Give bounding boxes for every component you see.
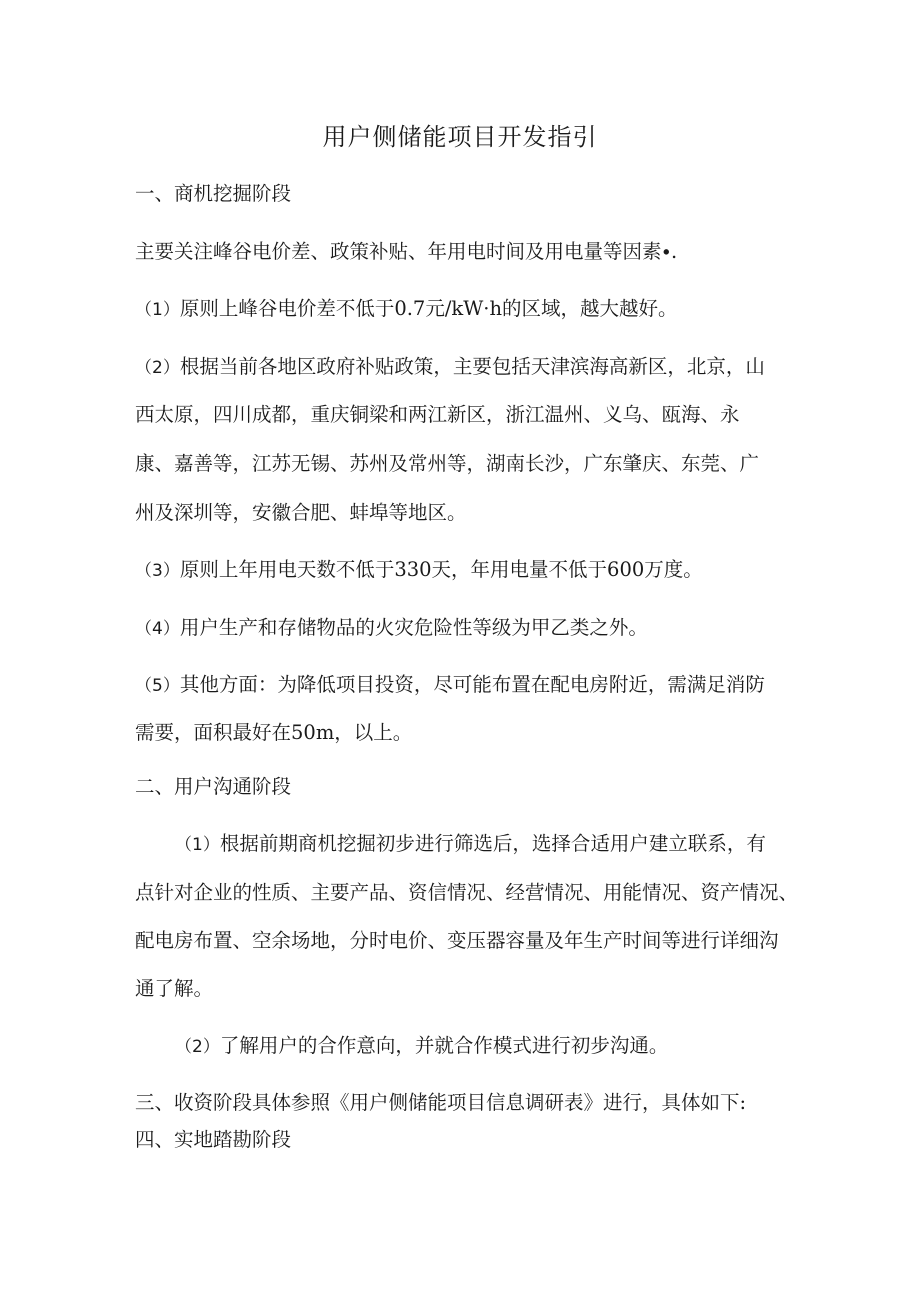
section-1-item-2-line-1: [135, 343, 795, 392]
item-number: （1）: [175, 835, 220, 855]
item-text: 用户生产和存储物品的火灾危险性等级为甲乙类之外。: [179, 616, 648, 639]
section-1-intro: 主要关注峰谷电价差、政策补贴、年用电时间及用电量等因素∙.: [135, 240, 678, 263]
item-text: 根据前期商机挖掘初步进行筛选后，选择合适用户建立联系，有: [219, 832, 766, 855]
section-3-heading: 三、收资阶段具体参照《用户侧储能项目信息调研表》进行，具体如下:: [135, 1091, 747, 1114]
item-text: 根据当前各地区政府补贴政策，主要包括天津滨海高新区，北京，山: [179, 355, 765, 378]
section-1-item-3: [135, 546, 795, 595]
item-number: （2）: [175, 1037, 220, 1057]
section-1-item-4: [135, 604, 795, 653]
section-1-item-1: [135, 285, 795, 334]
item-text: 了解用户的合作意向，并就合作模式进行初步沟通。: [219, 1034, 669, 1057]
section-1-item-5-line-1: [135, 661, 795, 710]
section-2-item-2: [175, 1022, 795, 1071]
section-1-item-2-line-4: 州及深圳等，安徽合肥、蚌埠等地区。: [135, 501, 467, 524]
section-2-item-1-line-4: 通了解。: [135, 977, 214, 1000]
section-1-heading: 一、商机挖掘阶段: [135, 182, 292, 205]
item-number: （1）: [135, 300, 180, 320]
item-number: （5）: [135, 676, 180, 696]
item-text: 其他方面：为降低项目投资，尽可能布置在配电房附近，需满足消防: [179, 673, 765, 696]
section-1-item-5-line-2: 需要，面积最好在50m，以上。: [135, 721, 413, 744]
section-1-item-2-line-2: 西太原，四川成都，重庆铜梁和两江新区，浙江温州、义乌、瓯海、永: [135, 403, 740, 426]
item-text: 原则上年用电天数不低于330天，年用电量不低于600万度。: [179, 558, 703, 581]
page-title: 用户侧储能项目开发指引: [322, 123, 598, 151]
item-number: （4）: [135, 619, 180, 639]
section-1-item-2-line-3: 康、嘉善等，江苏无锡、苏州及常州等，湖南长沙，广东肇庆、东莞、广: [135, 452, 760, 475]
section-4-heading: 四、实地踏勘阶段: [135, 1128, 292, 1151]
item-number: （2）: [135, 358, 180, 378]
item-text: 原则上峰谷电价差不低于0.7元/kW·h的区域，越大越好。: [179, 297, 678, 320]
section-2-item-1-line-1: [175, 820, 795, 869]
section-2-heading: 二、用户沟通阶段: [135, 775, 292, 798]
section-2-item-1-line-3: 配电房布置、空余场地，分时电价、变压器容量及年生产时间等进行详细沟: [135, 929, 779, 952]
section-2-item-1-line-2: 点针对企业的性质、主要产品、资信情况、经营情况、用能情况、资产情况、: [135, 881, 799, 904]
item-number: （3）: [135, 561, 180, 581]
